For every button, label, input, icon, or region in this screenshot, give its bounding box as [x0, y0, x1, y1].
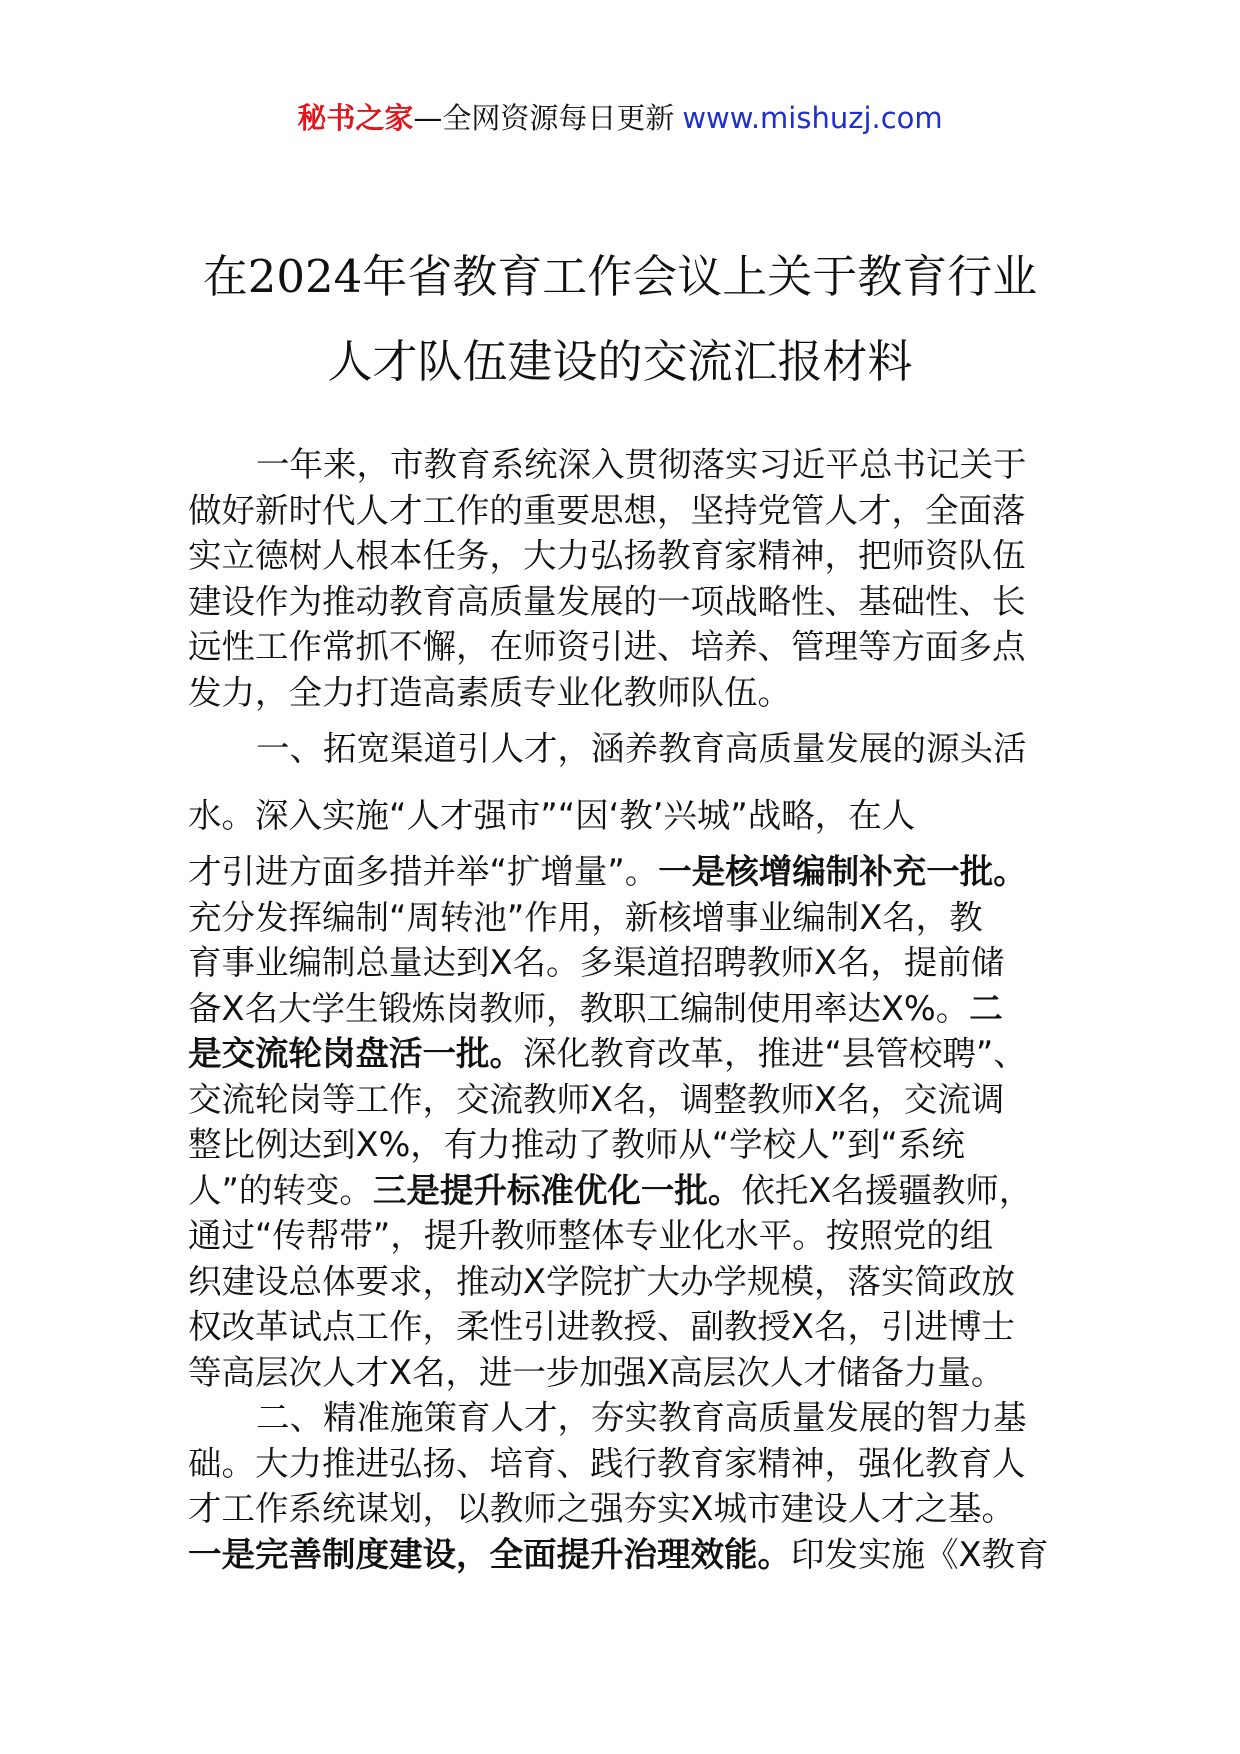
body-line: 一年来，市教育系统深入贯彻落实习近平总书记关于: [256, 445, 1027, 484]
bold-point: 是交流轮岗盘活一批。: [188, 1034, 523, 1073]
body-line: 充分发挥编制“周转池”作用，新核增事业编制X名，教: [188, 897, 983, 937]
document-title-line-1: 在2024年省教育工作会议上关于教育行业: [202, 250, 1038, 303]
body-line: 础。大力推进弘扬、培育、践行教育家精神，强化教育人: [188, 1443, 1026, 1483]
bold-point: 三是提升标准优化一批。: [372, 1170, 742, 1210]
body-line: [188, 986, 1068, 1032]
body-line: 交流轮岗等工作，交流教师X名，调整教师X名，交流调: [188, 1079, 1005, 1119]
body-text: 深化教育改革，推进“县管校聘”、: [523, 1034, 1027, 1073]
website-url: www.mishuzj.com: [682, 101, 943, 135]
section-heading-1: 一、拓宽渠道引人才，涵养教育高质量发展的源头活: [256, 729, 1027, 768]
body-line: [188, 1168, 1068, 1214]
bold-point: 二: [969, 988, 1003, 1028]
body-line: 做好新时代人才工作的重要思想，坚持党管人才，全面落: [188, 490, 1026, 530]
body-text: 依托X名援疆教师，: [741, 1170, 1033, 1210]
body-line: 建设作为推动教育高质量发展的一项战略性、基础性、长: [188, 581, 1026, 621]
body-line: 织建设总体要求，推动X学院扩大办学规模，落实简政放: [188, 1261, 1015, 1301]
body-text: 人”的转变。: [188, 1170, 373, 1210]
body-line: 育事业编制总量达到X名。多渠道招聘教师X名，提前储: [188, 943, 1005, 982]
body-line: 整比例达到X%，有力推动了教师从“学校人”到“系统: [188, 1125, 965, 1164]
body-text: 印发实施《X教育: [791, 1534, 1049, 1574]
body-line: 水。深入实施“人才强市”“因‘教’兴城”战略，在人: [188, 796, 916, 835]
body-line: [188, 1031, 1068, 1077]
header-slogan: —全网资源每日更新: [413, 101, 675, 135]
bold-point: 一是完善制度建设，全面提升治理效能。: [188, 1534, 791, 1574]
body-line: 实立德树人根本任务，大力弘扬教育家精神，把师资队伍: [188, 536, 1026, 575]
document-title-line-2: 人才队伍建设的交流汇报材料: [327, 335, 913, 388]
document-body: [188, 442, 1068, 1577]
body-line: 远性工作常抓不懈，在师资引进、培养、管理等方面多点: [188, 627, 1026, 666]
body-line: 等高层次人才X名，进一步加强X高层次人才储备力量。: [188, 1352, 1005, 1392]
body-line: 才工作系统谋划，以教师之强夯实X城市建设人才之基。: [188, 1489, 1015, 1528]
body-text: 才引进方面多措并举“扩增量”。: [188, 852, 659, 891]
section-heading-2: 二、精准施策育人才，夯实教育高质量发展的智力基: [256, 1398, 1027, 1437]
body-line: [188, 849, 1068, 895]
brand-name: 秘书之家: [297, 101, 414, 135]
page-header: [0, 98, 1240, 138]
body-line: 权改革试点工作，柔性引进教授、副教授X名，引进博士: [188, 1307, 1015, 1346]
body-line: 通过“传帮带”，提升教师整体专业化水平。按照党的组: [188, 1216, 994, 1255]
body-text: 备X名大学生锻炼岗教师，教职工编制使用率达X%。: [188, 988, 970, 1028]
bold-point: 一是核增编制补充一批。: [658, 852, 1027, 891]
body-line: 发力，全力打造高素质专业化教师队伍。: [188, 672, 791, 712]
body-line: [188, 1532, 1068, 1578]
